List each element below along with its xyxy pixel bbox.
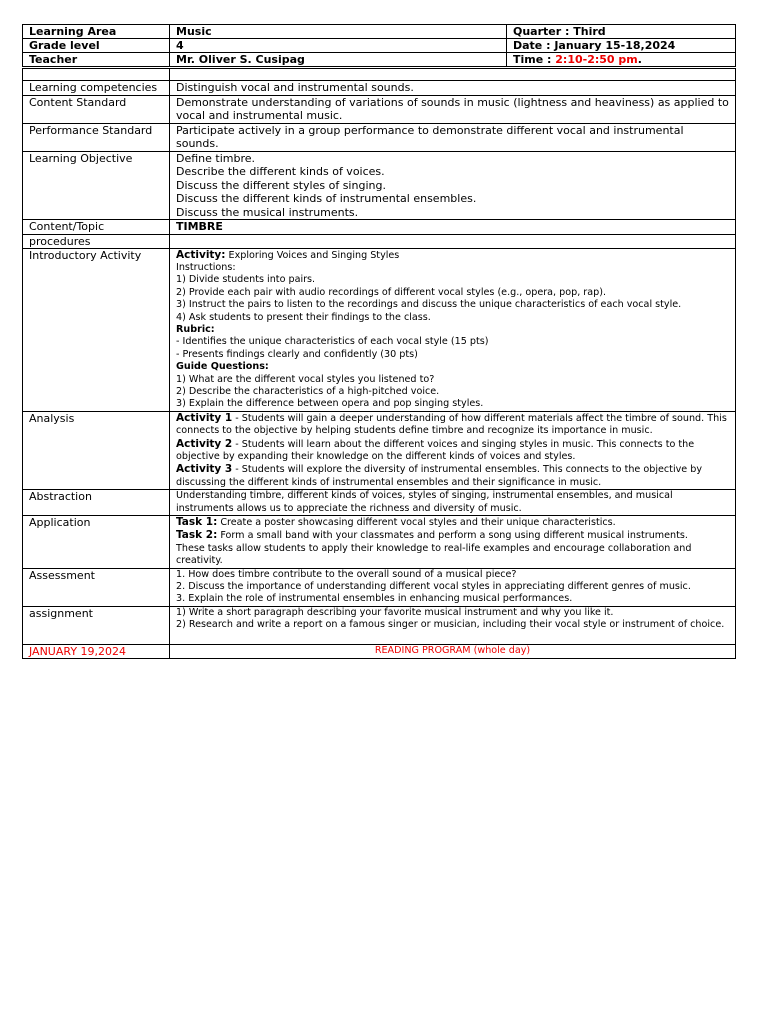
spacer-cell-right — [170, 69, 736, 81]
application-content — [170, 516, 736, 569]
spacer-row — [23, 69, 736, 81]
grade-level-value: 4 — [170, 39, 507, 53]
row-learning-competencies — [23, 81, 736, 96]
row-assessment — [23, 568, 736, 606]
task-1-title: Task 1: — [176, 516, 218, 529]
guide-question: 1) What are the different vocal styles you listened to? — [176, 373, 435, 385]
learning-objective-label: Learning Objective — [23, 151, 170, 220]
content-topic-text: TIMBRE — [170, 220, 736, 235]
assignment-content — [170, 606, 736, 644]
analysis-item-text: - Students will gain a deeper understanding of how different materials affect the timbre of sound. This connects to the objective by helping students define timbre and recognize its importance in music. — [176, 412, 727, 437]
abstraction-text: Understanding timbre, different kinds of voices, styles of singing, instrumental ensembles, and musical instruments allows us to appreciate the richness and diversity of music. — [170, 490, 736, 516]
instruction-item: 2) Provide each pair with audio recordings of different vocal styles (e.g., opera, pop, rap). — [176, 286, 607, 298]
analysis-item-text: - Students will explore the diversity of instrumental ensembles. This connects to the objective by discussing the different kinds of instrumental ensembles and their significance in music. — [176, 464, 703, 488]
instruction-item: 4) Ask students to present their findings to the class. — [176, 311, 431, 323]
header-table — [22, 24, 736, 67]
analysis-item-text: - Students will learn about the different voices and singing styles in music. This connects to the objective by expanding their knowledge on the different kinds of voices and styles. — [176, 438, 695, 462]
row-analysis — [23, 411, 736, 489]
analysis-content — [170, 411, 736, 489]
lesson-plan-table — [22, 68, 736, 659]
objective-item: Discuss the different kinds of instrumental ensembles. — [176, 192, 477, 205]
application-label: Application — [23, 516, 170, 569]
objective-item: Define timbre. — [176, 151, 256, 165]
time-label: Time : — [513, 53, 556, 66]
guide-questions-label: Guide Questions: — [176, 361, 269, 373]
task-1-text: Create a poster showcasing different vocal styles and their unique characteristics. — [217, 517, 616, 529]
rubric-item: - Identifies the unique characteristics of each vocal style (15 pts) — [176, 336, 489, 348]
analysis-item — [176, 412, 729, 438]
teacher-value: Mr. Oliver S. Cusipag — [170, 53, 507, 67]
teacher-label: Teacher — [23, 53, 170, 67]
assessment-question: 3. Explain the role of instrumental ensembles in enhancing musical performances. — [176, 593, 573, 605]
header-row-grade-level — [23, 39, 736, 53]
task-2-title: Task 2: — [176, 529, 218, 542]
task-2-text: Form a small band with your classmates and perform a song using different musical instruments. — [217, 530, 688, 542]
objective-item: Discuss the different styles of singing. — [176, 178, 386, 192]
assignment-item: 1) Write a short paragraph describing your favorite musical instrument and why you like it. — [176, 606, 614, 618]
spacer-cell-left — [23, 69, 170, 81]
learning-competencies-text: Distinguish vocal and instrumental sounds. — [170, 81, 736, 96]
learning-area-value: Music — [170, 25, 507, 39]
instructions-label: Instructions: — [176, 261, 236, 273]
row-content-topic — [23, 220, 736, 235]
assessment-label: Assessment — [23, 568, 170, 606]
performance-standard-text: Participate actively in a group performance to demonstrate different vocal and instrumental sounds. — [170, 123, 736, 151]
introductory-activity-content — [170, 248, 736, 411]
activity-heading — [176, 249, 729, 262]
content-standard-label: Content Standard — [23, 95, 170, 123]
guide-question: 2) Describe the characteristics of a high-pitched voice. — [176, 385, 440, 397]
final-day-text: READING PROGRAM (whole day) — [170, 644, 736, 658]
introductory-activity-label: Introductory Activity — [23, 248, 170, 411]
final-day-label: JANUARY 19,2024 — [23, 644, 170, 658]
instruction-item: 3) Instruct the pairs to listen to the recordings and discuss the unique characteristics of each vocal style. — [176, 299, 682, 311]
assignment-item: 2) Research and write a report on a famous singer or musician, including their vocal style or instrument of choice. — [176, 619, 725, 631]
application-closing: These tasks allow students to apply their knowledge to real-life examples and encourage collaboration and creativity. — [176, 542, 692, 567]
row-performance-standard — [23, 123, 736, 151]
row-application — [23, 516, 736, 569]
assignment-label: assignment — [23, 606, 170, 644]
procedures-empty — [170, 234, 736, 248]
objective-item: Describe the different kinds of voices. — [176, 165, 385, 178]
analysis-item-title: Activity 3 — [176, 463, 233, 476]
header-row-learning-area — [23, 25, 736, 39]
objective-item: Discuss the musical instruments. — [176, 205, 359, 219]
rubric-label: Rubric: — [176, 323, 215, 335]
activity-label: Activity: — [176, 248, 226, 261]
activity-title: Exploring Voices and Singing Styles — [225, 249, 400, 261]
performance-standard-label: Performance Standard — [23, 123, 170, 151]
assessment-question: 2. Discuss the importance of understanding different vocal styles in appreciating different genres of music. — [176, 581, 691, 593]
learning-competencies-label: Learning competencies — [23, 81, 170, 96]
rubric-item: - Presents findings clearly and confidently (30 pts) — [176, 348, 418, 360]
row-introductory-activity — [23, 248, 736, 411]
header-row-teacher — [23, 53, 736, 67]
row-content-standard — [23, 95, 736, 123]
row-final-day — [23, 644, 736, 658]
date: Date : January 15-18,2024 — [507, 39, 736, 53]
procedures-label: procedures — [23, 234, 170, 248]
content-standard-text: Demonstrate understanding of variations of sounds in music (lightness and heaviness) as applied to vocal and instrumental music. — [170, 95, 736, 123]
task-1 — [176, 516, 729, 529]
learning-objective-list — [170, 151, 736, 220]
time-value: 2:10-2:50 pm — [555, 53, 638, 66]
content-topic-label: Content/Topic — [23, 220, 170, 235]
analysis-item — [176, 463, 729, 489]
abstraction-label: Abstraction — [23, 490, 170, 516]
instruction-item: 1) Divide students into pairs. — [176, 274, 316, 286]
analysis-item — [176, 438, 729, 464]
task-2 — [176, 529, 729, 542]
row-procedures — [23, 234, 736, 248]
row-abstraction — [23, 490, 736, 516]
time-cell — [507, 53, 736, 67]
assessment-content — [170, 568, 736, 606]
analysis-item-title: Activity 2 — [176, 437, 233, 450]
guide-question: 3) Explain the difference between opera and pop singing styles. — [176, 398, 484, 410]
grade-level-label: Grade level — [23, 39, 170, 53]
learning-area-label: Learning Area — [23, 25, 170, 39]
row-assignment — [23, 606, 736, 644]
analysis-item-title: Activity 1 — [176, 411, 233, 424]
assessment-question: 1. How does timbre contribute to the overall sound of a musical piece? — [176, 568, 517, 580]
row-learning-objective — [23, 151, 736, 220]
analysis-label: Analysis — [23, 411, 170, 489]
quarter: Quarter : Third — [507, 25, 736, 39]
time-suffix: . — [637, 53, 642, 66]
